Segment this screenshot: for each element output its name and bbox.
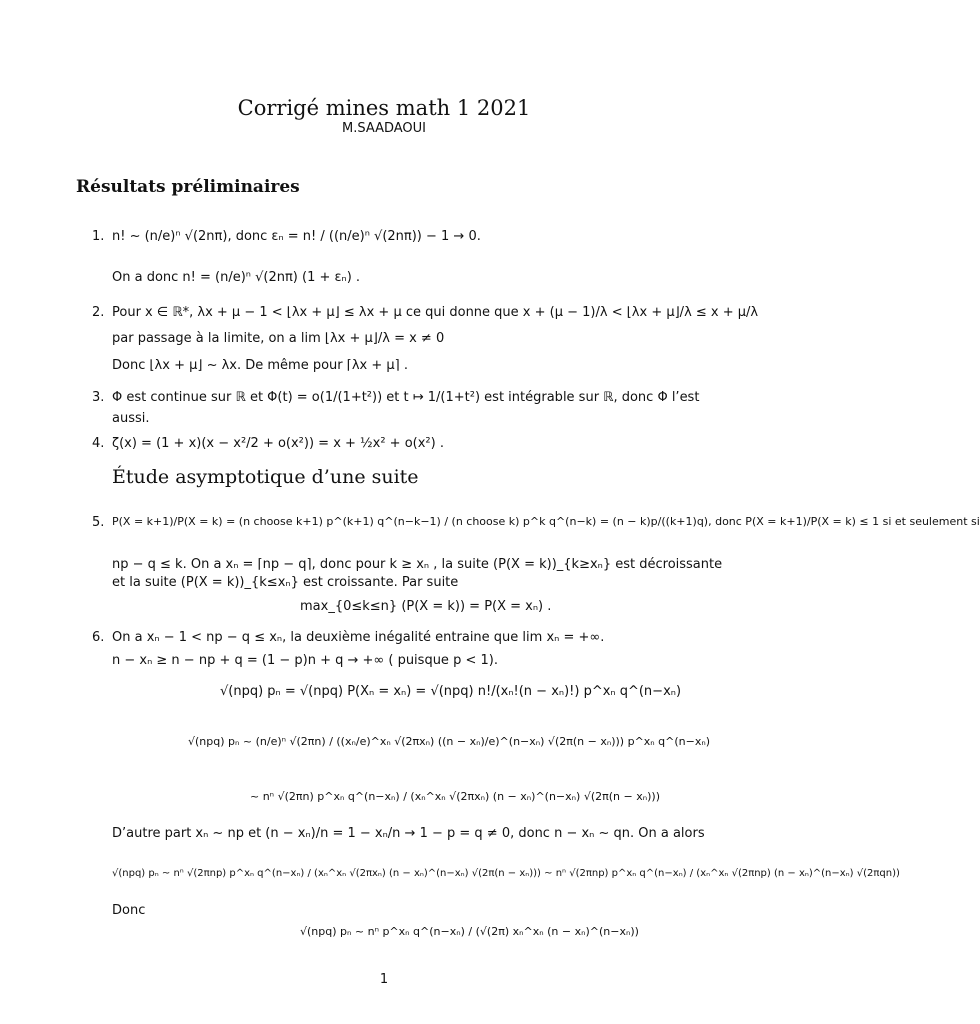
equation-line: Pour x ∈ ℝ*, λx + μ − 1 < ⌊λx + μ⌋ ≤ λx + μ ce qui donne que x + (μ − 1)/λ < ⌊λx + μ⌋/λ ≤ x + μ/λ bbox=[112, 305, 759, 320]
equation-line: np − q ≤ k. On a xₙ = ⌈np − q⌉, donc pour k ≥ xₙ , la suite (P(X = k))_{k≥xₙ} est décroissante bbox=[112, 557, 723, 572]
item-number: 5. bbox=[92, 515, 105, 530]
item-number: 2. bbox=[92, 305, 105, 320]
equation-line: max_{0≤k≤n} (P(X = k)) = P(X = xₙ) . bbox=[300, 599, 552, 614]
item-number: 4. bbox=[92, 436, 105, 451]
equation-line: Donc ⌊λx + μ⌋ ~ λx. De même pour ⌈λx + μ⌉ . bbox=[112, 358, 408, 373]
item-number: 3. bbox=[92, 390, 105, 405]
equation-line: √(npq) pₙ ~ nⁿ p^xₙ q^(n−xₙ) / (√(2π) xₙ^xₙ (n − xₙ)^(n−xₙ)) bbox=[300, 925, 639, 938]
section-heading-asymptotic: Étude asymptotique d’une suite bbox=[112, 466, 419, 488]
equation-line: n! ~ (n/e)ⁿ √(2nπ), donc εₙ = n! / ((n/e)ⁿ √(2nπ)) − 1 → 0. bbox=[112, 229, 481, 244]
equation-line: On a xₙ − 1 < np − q ≤ xₙ, la deuxième inégalité entraine que lim xₙ = +∞. bbox=[112, 630, 605, 645]
document-author: M.SAADAOUI bbox=[341, 121, 427, 136]
item-number: 1. bbox=[92, 229, 105, 244]
equation-line: n − xₙ ≥ n − np + q = (1 − p)n + q → +∞ ( puisque p < 1). bbox=[112, 653, 498, 668]
equation-line: aussi. bbox=[112, 411, 150, 426]
equation-line: √(npq) pₙ ~ nⁿ √(2πnp) p^xₙ q^(n−xₙ) / (xₙ^xₙ √(2πxₙ) (n − xₙ)^(n−xₙ) √(2π(n − xₙ))) ~ nⁿ √(2πnp) p^xₙ q^(n−xₙ) / (xₙ^xₙ √(2πnp) (n − xₙ)^(n−xₙ) √(2πqn)) bbox=[112, 868, 900, 879]
document-title: Corrigé mines math 1 2021 bbox=[237, 96, 531, 120]
equation-line: √(npq) pₙ = √(npq) P(Xₙ = xₙ) = √(npq) n!/(xₙ!(n − xₙ)!) p^xₙ q^(n−xₙ) bbox=[220, 684, 682, 699]
equation-line: ~ nⁿ √(2πn) p^xₙ q^(n−xₙ) / (xₙ^xₙ √(2πxₙ) (n − xₙ)^(n−xₙ) √(2π(n − xₙ))) bbox=[250, 790, 660, 803]
equation-line: Donc bbox=[112, 903, 146, 918]
section-heading-preliminary: Résultats préliminaires bbox=[76, 177, 300, 197]
equation-line: √(npq) pₙ ~ (n/e)ⁿ √(2πn) / ((xₙ/e)^xₙ √(2πxₙ) ((n − xₙ)/e)^(n−xₙ) √(2π(n − xₙ))) p^xₙ q^(n−xₙ) bbox=[188, 735, 711, 748]
equation-line: et la suite (P(X = k))_{k≤xₙ} est croissante. Par suite bbox=[112, 575, 459, 590]
equation-line: D’autre part xₙ ~ np et (n − xₙ)/n = 1 − xₙ/n → 1 − p = q ≠ 0, donc n − xₙ ~ qn. On a alors bbox=[112, 826, 705, 841]
page-number: 1 bbox=[379, 972, 389, 987]
equation-line: par passage à la limite, on a lim ⌊λx + μ⌋/λ = x ≠ 0 bbox=[112, 331, 445, 346]
item-number: 6. bbox=[92, 630, 105, 645]
equation-line: P(X = k+1)/P(X = k) = (n choose k+1) p^(k+1) q^(n−k−1) / (n choose k) p^k q^(n−k) = (n − k)p/((k+1)q), donc P(X = k+1)/P(X = k) ≤ 1 si et seulement si bbox=[112, 515, 980, 528]
equation-line: Φ est continue sur ℝ et Φ(t) = o(1/(1+t²)) et t ↦ 1/(1+t²) est intégrable sur ℝ, donc Φ l’est bbox=[112, 390, 700, 405]
equation-line: ζ(x) = (1 + x)(x − x²/2 + o(x²)) = x + ½x² + o(x²) . bbox=[112, 436, 444, 451]
equation-line: On a donc n! = (n/e)ⁿ √(2nπ) (1 + εₙ) . bbox=[112, 270, 361, 285]
